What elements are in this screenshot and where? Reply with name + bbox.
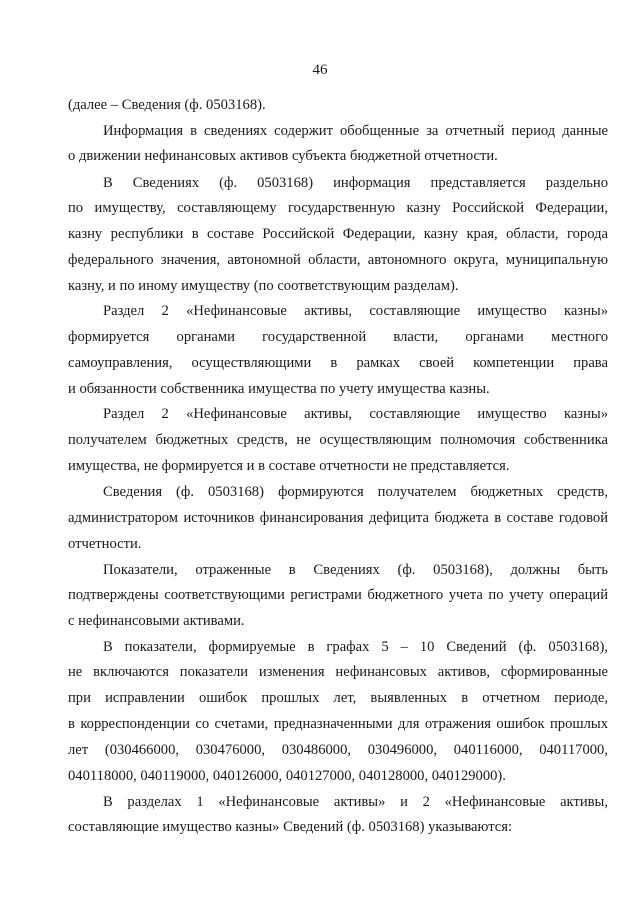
page-number: 46 <box>312 62 328 78</box>
paragraph-first-line: Раздел 2 «Нефинансовые активы, составляющие имущество казны» <box>103 303 608 319</box>
text-line: лет (030466000, 030476000, 030486000, 030496000, 040116000, 040117000, <box>68 742 608 758</box>
text-line: казну, и по иному имуществу (по соответствующим разделам). <box>68 278 459 294</box>
text-line: формируется органами государственной власти, органами местного <box>68 329 608 345</box>
text-line: имущества, не формируется и в составе отчетности не представляется. <box>68 458 510 474</box>
text-line: в корреспонденции со счетами, предназначенными для отражения ошибок прошлых <box>68 716 608 732</box>
text-line: федерального значения, автономной области, автономного округа, муниципальную <box>68 252 608 268</box>
text-line: при исправлении ошибок прошлых лет, выявленных в отчетном периоде, <box>68 690 608 706</box>
text-line: администратором источников финансирования дефицита бюджета в составе годовой <box>68 510 608 526</box>
paragraph-first-line: Показатели, отраженные в Сведениях (ф. 0503168), должны быть <box>103 562 608 578</box>
text-line: самоуправления, осуществляющими в рамках своей компетенции права <box>68 355 608 371</box>
paragraph-first-line: В разделах 1 «Нефинансовые активы» и 2 «Нефинансовые активы, <box>103 794 608 810</box>
text-line: подтверждены соответствующими регистрами бюджетного учета по учету операций <box>68 587 608 603</box>
paragraph-first-line: В показатели, формируемые в графах 5 – 10 Сведений (ф. 0503168), <box>103 639 608 655</box>
text-line: получателем бюджетных средств, не осуществляющим полномочия собственника <box>68 432 608 448</box>
text-line: казну республики в составе Российской Федерации, казну края, области, города <box>68 226 608 242</box>
text-line: и обязанности собственника имущества по учету имущества казны. <box>68 381 490 397</box>
text-line: составляющие имущество казны» Сведений (ф. 0503168) указываются: <box>68 819 513 835</box>
text-line: по имуществу, составляющему государственную казну Российской Федерации, <box>68 200 608 216</box>
text-line: 040118000, 040119000, 040126000, 040127000, 040128000, 040129000). <box>68 768 506 784</box>
text-line: не включаются показатели изменения нефинансовых активов, сформированные <box>68 664 608 680</box>
text-line: с нефинансовыми активами. <box>68 613 245 629</box>
paragraph-first-line: В Сведениях (ф. 0503168) информация представляется раздельно <box>103 175 608 191</box>
paragraph-first-line: Раздел 2 «Нефинансовые активы, составляющие имущество казны» <box>103 406 608 422</box>
paragraph-first-line: Информация в сведениях содержит обобщенные за отчетный период данные <box>103 123 608 139</box>
text-line: (далее – Сведения (ф. 0503168). <box>68 97 266 113</box>
text-line: о движении нефинансовых активов субъекта бюджетной отчетности. <box>68 148 498 164</box>
paragraph-first-line: Сведения (ф. 0503168) формируются получателем бюджетных средств, <box>103 484 608 500</box>
text-line: отчетности. <box>68 536 142 552</box>
